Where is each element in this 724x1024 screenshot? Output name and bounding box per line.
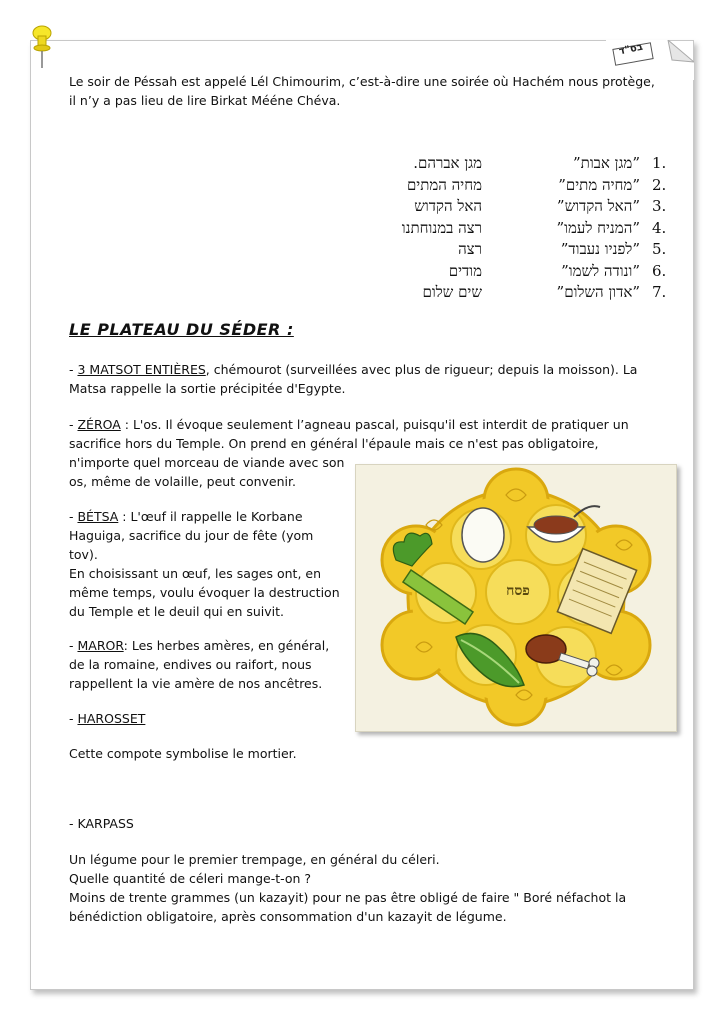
blessing-opening: ”מגן אבות” [573, 154, 640, 172]
zeroa-text: n'importe quel morceau de viande avec son [69, 455, 345, 470]
karpass-label: - KARPASS [69, 816, 134, 831]
karpass-text: bénédiction obligatoire, après consommation d'un kazayit de légume. [69, 909, 507, 924]
matsot-text: Matsa rappelle la sortie précipitée d'Egypte. [69, 381, 346, 396]
blessing-number: 6. [652, 261, 667, 280]
matsot-paragraph: - 3 MATSOT ENTIÈRES, chémourot (surveillées avec plus de rigueur; depuis la moisson). La Matsa rappelle la sortie précipitée d'Egypte. [69, 360, 669, 398]
blessing-row [380, 176, 685, 198]
egg-icon [462, 508, 504, 562]
blessing-row [380, 262, 685, 284]
karpass-paragraph [69, 850, 669, 926]
betsa-text: même temps, voulu évoquer la destruction [69, 585, 340, 600]
blessing-closing: מגן אברהם. [413, 154, 482, 172]
blessing-number: 4. [652, 218, 667, 237]
karpass-heading [69, 814, 369, 833]
blessings-list [380, 154, 685, 305]
blessing-closing: האל הקדוש [414, 197, 482, 215]
blessing-opening: ”לפניו נעבוד” [560, 240, 640, 258]
blessing-closing: מודים [448, 261, 482, 280]
blessing-row [380, 240, 685, 262]
blessing-row [380, 283, 685, 305]
harosset-description [69, 744, 369, 763]
blessing-number: 7. [652, 283, 667, 301]
zeroa-label: ZÉROA [77, 417, 121, 432]
betsa-text: tov). [69, 547, 98, 562]
intro-paragraph [69, 72, 669, 110]
harosset-text: Cette compote symbolise le mortier. [69, 746, 297, 761]
betsa-paragraph: - BÉTSA : L'œuf il rappelle le Korbane Haguiga, sacrifice du jour de fête (yom tov). En choisissant un œuf, les sages ont, en même temps, voulu évoquer la destruction du Temple et le deuil qui en suivit. [69, 507, 349, 621]
intro-line: Le soir de Péssah est appelé Lél Chimourim, c’est-à-dire une soirée où Hachém nous protège, [69, 74, 655, 89]
karpass-text: Quelle quantité de céleri mange-t-on ? [69, 871, 312, 886]
blessing-number: 1. [652, 154, 667, 172]
intro-line: il n’y a pas lieu de lire Birkat Mééne Chéva. [69, 93, 341, 108]
blessing-row [380, 154, 685, 176]
karpass-text: Moins de trente grammes (un kazayit) pour ne pas être obligé de faire " Boré néfachot la [69, 890, 627, 905]
blessing-number: 5. [652, 240, 667, 258]
betsa-text: du Temple et le deuil qui en suivit. [69, 604, 284, 619]
harosset-label: HAROSSET [77, 711, 146, 726]
blessing-opening: ”ונודה לשמו” [561, 261, 640, 280]
blessing-closing: מחיה המתים [406, 175, 482, 194]
blessing-row [380, 219, 685, 241]
blessing-number: 2. [652, 175, 667, 194]
push-pin-icon [28, 24, 56, 70]
blessing-closing: שים שלום [422, 283, 482, 301]
zeroa-paragraph: - ZÉROA : L'os. Il évoque seulement l’agneau pascal, puisqu'il est interdit de pratiquer un sacrifice hors du Temple. On prend en général l'épaule mais ce n'est pas obligatoire, n'importe quel morceau de viande avec son os, même de volaille, peut convenir. [69, 415, 669, 491]
betsa-text: Haguiga, sacrifice du jour de fête (yom [69, 528, 314, 543]
betsa-text: : L'œuf il rappelle le Korbane [118, 509, 303, 524]
maror-text: : Les herbes amères, en général, [123, 638, 330, 653]
blessing-row [380, 197, 685, 219]
blessing-closing: רצה במנוחתנו [401, 218, 482, 237]
zeroa-text: : L'os. Il évoque seulement l’agneau pascal, puisqu'il est interdit de pratiquer un [120, 417, 629, 432]
betsa-label: BÉTSA [77, 509, 119, 524]
matsot-label: 3 MATSOT ENTIÈRES [77, 362, 206, 377]
maror-text: rappellent la vie amère de nos ancêtres. [69, 676, 323, 691]
zeroa-text: os, même de volaille, peut convenir. [69, 474, 296, 489]
bsd-stamp: בס"ד [618, 41, 644, 58]
blessing-opening: ”המניח לעמו” [556, 218, 640, 237]
betsa-text: En choisissant un œuf, les sages ont, en [69, 566, 322, 581]
blessing-opening: ”אדון השלום” [556, 283, 640, 301]
harosset-heading: - HAROSSET [69, 711, 146, 726]
blessing-opening: ”מחיה מתים” [558, 175, 640, 194]
section-title: LE PLATEAU DU SÉDER : [69, 320, 294, 339]
plate-center-label: פסח [506, 583, 530, 599]
maror-text: de la romaine, endives ou raifort, nous [69, 657, 312, 672]
seder-plate-image [355, 464, 677, 732]
karpass-text: Un légume pour le premier trempage, en général du céleri. [69, 852, 440, 867]
zeroa-text: sacrifice hors du Temple. On prend en général l'épaule mais ce n'est pas obligatoire, [69, 436, 599, 451]
maror-paragraph: - MAROR: Les herbes amères, en général, de la romaine, endives ou raifort, nous rappellent la vie amère de nos ancêtres. [69, 636, 349, 693]
blessing-closing: רצה [458, 240, 482, 258]
maror-label: MAROR [77, 638, 124, 653]
blessing-opening: ”האל הקדוש” [556, 197, 640, 215]
matsot-text: , chémourot (surveillées avec plus de rigueur; depuis la moisson). La [205, 362, 638, 377]
blessing-number: 3. [652, 197, 667, 215]
